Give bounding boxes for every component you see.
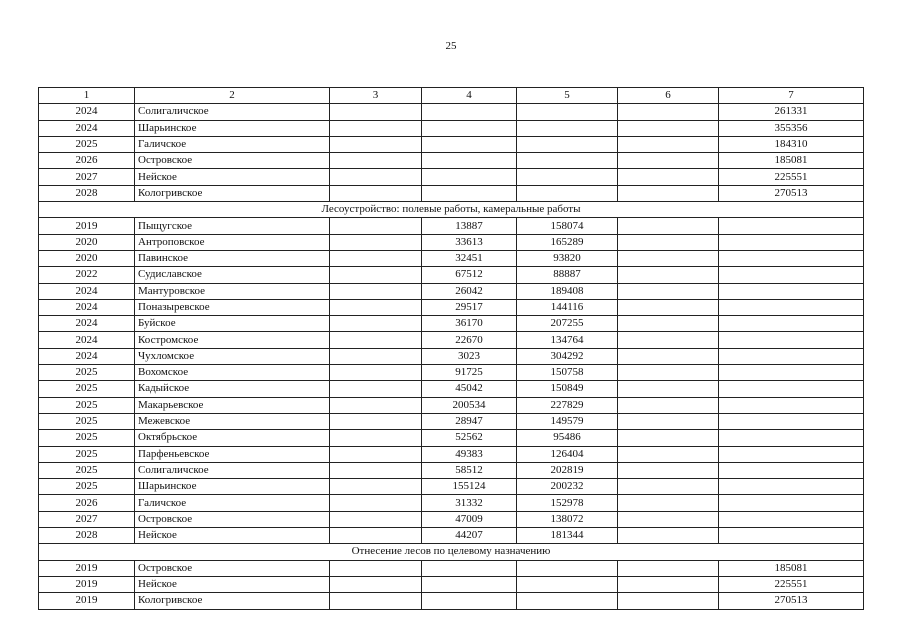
district-cell: Костромское	[135, 332, 330, 348]
col5-cell: 207255	[517, 316, 618, 332]
year-cell: 2024	[39, 316, 135, 332]
col4-cell: 67512	[422, 267, 517, 283]
table-row	[39, 576, 864, 592]
col4-cell: 26042	[422, 283, 517, 299]
col5-cell: 93820	[517, 250, 618, 266]
col5-cell	[517, 153, 618, 169]
col4-cell	[422, 560, 517, 576]
col4-cell: 3023	[422, 348, 517, 364]
col5-cell	[517, 169, 618, 185]
col4-cell	[422, 593, 517, 609]
col5-cell: 144116	[517, 299, 618, 315]
year-cell: 2024	[39, 120, 135, 136]
table-body	[39, 88, 864, 610]
col7-cell: 185081	[719, 560, 864, 576]
year-cell: 2025	[39, 479, 135, 495]
table-row	[39, 250, 864, 266]
col4-cell	[422, 576, 517, 592]
col4-cell: 52562	[422, 430, 517, 446]
col6-cell	[618, 511, 719, 527]
col3-cell	[330, 365, 422, 381]
col5-cell: 200232	[517, 479, 618, 495]
col3-cell	[330, 153, 422, 169]
column-header: 6	[618, 88, 719, 104]
col3-cell	[330, 283, 422, 299]
col4-cell: 200534	[422, 397, 517, 413]
district-cell: Нейское	[135, 576, 330, 592]
col3-cell	[330, 348, 422, 364]
district-cell: Судиславское	[135, 267, 330, 283]
district-cell: Нейское	[135, 528, 330, 544]
col7-cell: 355356	[719, 120, 864, 136]
year-cell: 2025	[39, 136, 135, 152]
col5-cell: 202819	[517, 462, 618, 478]
year-cell: 2025	[39, 397, 135, 413]
col6-cell	[618, 136, 719, 152]
section-heading-row	[39, 202, 864, 218]
district-cell: Шарьинское	[135, 120, 330, 136]
col4-cell: 29517	[422, 299, 517, 315]
col3-cell	[330, 430, 422, 446]
col4-cell	[422, 104, 517, 120]
col3-cell	[330, 479, 422, 495]
district-cell: Галичское	[135, 136, 330, 152]
table-row	[39, 299, 864, 315]
col3-cell	[330, 250, 422, 266]
col3-cell	[330, 511, 422, 527]
col5-cell: 165289	[517, 234, 618, 250]
col5-cell: 149579	[517, 413, 618, 429]
col3-cell	[330, 169, 422, 185]
year-cell: 2027	[39, 169, 135, 185]
col6-cell	[618, 560, 719, 576]
table-row	[39, 479, 864, 495]
table-row	[39, 136, 864, 152]
col6-cell	[618, 250, 719, 266]
table-row	[39, 413, 864, 429]
district-cell: Нейское	[135, 169, 330, 185]
district-cell: Межевское	[135, 413, 330, 429]
col3-cell	[330, 299, 422, 315]
district-cell: Парфеньевское	[135, 446, 330, 462]
col4-cell	[422, 185, 517, 201]
col6-cell	[618, 479, 719, 495]
col5-cell	[517, 576, 618, 592]
year-cell: 2028	[39, 528, 135, 544]
district-cell: Буйское	[135, 316, 330, 332]
column-header: 3	[330, 88, 422, 104]
col6-cell	[618, 462, 719, 478]
year-cell: 2028	[39, 185, 135, 201]
col5-cell	[517, 185, 618, 201]
col4-cell: 49383	[422, 446, 517, 462]
col3-cell	[330, 528, 422, 544]
district-cell: Пыщугское	[135, 218, 330, 234]
district-cell: Антроповское	[135, 234, 330, 250]
col3-cell	[330, 495, 422, 511]
table-row	[39, 446, 864, 462]
col3-cell	[330, 462, 422, 478]
col4-cell: 155124	[422, 479, 517, 495]
col3-cell	[330, 120, 422, 136]
col6-cell	[618, 430, 719, 446]
col6-cell	[618, 234, 719, 250]
table-row	[39, 511, 864, 527]
table-row	[39, 430, 864, 446]
col7-cell	[719, 528, 864, 544]
col6-cell	[618, 381, 719, 397]
col7-cell	[719, 430, 864, 446]
col7-cell: 225551	[719, 576, 864, 592]
col3-cell	[330, 446, 422, 462]
col6-cell	[618, 446, 719, 462]
year-cell: 2019	[39, 560, 135, 576]
col3-cell	[330, 218, 422, 234]
col5-cell: 126404	[517, 446, 618, 462]
col4-cell: 22670	[422, 332, 517, 348]
table-row	[39, 495, 864, 511]
year-cell: 2020	[39, 250, 135, 266]
col7-cell	[719, 446, 864, 462]
col5-cell: 158074	[517, 218, 618, 234]
col5-cell: 189408	[517, 283, 618, 299]
year-cell: 2025	[39, 381, 135, 397]
data-table	[38, 87, 864, 610]
col7-cell	[719, 413, 864, 429]
year-cell: 2025	[39, 413, 135, 429]
col7-cell	[719, 218, 864, 234]
table-row	[39, 120, 864, 136]
year-cell: 2019	[39, 218, 135, 234]
table-row	[39, 332, 864, 348]
year-cell: 2025	[39, 365, 135, 381]
col6-cell	[618, 593, 719, 609]
col3-cell	[330, 267, 422, 283]
year-cell: 2024	[39, 104, 135, 120]
col6-cell	[618, 153, 719, 169]
section-heading: Лесоустройство: полевые работы, камеральные работы	[39, 202, 864, 218]
col4-cell: 36170	[422, 316, 517, 332]
table-row	[39, 365, 864, 381]
table-row	[39, 316, 864, 332]
district-cell: Солигаличское	[135, 462, 330, 478]
district-cell: Солигаличское	[135, 104, 330, 120]
column-header: 5	[517, 88, 618, 104]
section-heading-row	[39, 544, 864, 560]
col7-cell: 184310	[719, 136, 864, 152]
col6-cell	[618, 365, 719, 381]
col5-cell: 150849	[517, 381, 618, 397]
col7-cell	[719, 234, 864, 250]
col6-cell	[618, 528, 719, 544]
column-header: 7	[719, 88, 864, 104]
table-row	[39, 348, 864, 364]
col3-cell	[330, 234, 422, 250]
district-cell: Островское	[135, 153, 330, 169]
col4-cell: 58512	[422, 462, 517, 478]
year-cell: 2019	[39, 576, 135, 592]
col7-cell	[719, 495, 864, 511]
year-cell: 2025	[39, 462, 135, 478]
table-row	[39, 283, 864, 299]
column-header: 1	[39, 88, 135, 104]
col7-cell	[719, 381, 864, 397]
col7-cell	[719, 267, 864, 283]
col6-cell	[618, 267, 719, 283]
col5-cell: 304292	[517, 348, 618, 364]
table-row	[39, 218, 864, 234]
col4-cell: 33613	[422, 234, 517, 250]
district-cell: Кологривское	[135, 593, 330, 609]
year-cell: 2020	[39, 234, 135, 250]
col6-cell	[618, 185, 719, 201]
col7-cell	[719, 283, 864, 299]
col3-cell	[330, 593, 422, 609]
col4-cell	[422, 169, 517, 185]
col5-cell: 95486	[517, 430, 618, 446]
section-heading: Отнесение лесов по целевому назначению	[39, 544, 864, 560]
col6-cell	[618, 120, 719, 136]
col3-cell	[330, 413, 422, 429]
year-cell: 2024	[39, 332, 135, 348]
col5-cell	[517, 593, 618, 609]
col7-cell	[719, 462, 864, 478]
col5-cell	[517, 120, 618, 136]
table-row	[39, 528, 864, 544]
col6-cell	[618, 397, 719, 413]
col4-cell: 47009	[422, 511, 517, 527]
col6-cell	[618, 104, 719, 120]
table-row	[39, 185, 864, 201]
year-cell: 2019	[39, 593, 135, 609]
col4-cell: 28947	[422, 413, 517, 429]
column-header: 2	[135, 88, 330, 104]
table-row	[39, 153, 864, 169]
col3-cell	[330, 397, 422, 413]
col6-cell	[618, 495, 719, 511]
col4-cell: 45042	[422, 381, 517, 397]
district-cell: Шарьинское	[135, 479, 330, 495]
col6-cell	[618, 348, 719, 364]
district-cell: Галичское	[135, 495, 330, 511]
col7-cell: 270513	[719, 185, 864, 201]
column-number-row	[39, 88, 864, 104]
col4-cell: 32451	[422, 250, 517, 266]
year-cell: 2026	[39, 153, 135, 169]
year-cell: 2025	[39, 430, 135, 446]
col3-cell	[330, 332, 422, 348]
year-cell: 2022	[39, 267, 135, 283]
col7-cell	[719, 348, 864, 364]
col3-cell	[330, 316, 422, 332]
col5-cell: 152978	[517, 495, 618, 511]
table-row	[39, 104, 864, 120]
col4-cell: 31332	[422, 495, 517, 511]
table-row	[39, 381, 864, 397]
table-row	[39, 397, 864, 413]
col4-cell: 13887	[422, 218, 517, 234]
col3-cell	[330, 185, 422, 201]
col3-cell	[330, 136, 422, 152]
col6-cell	[618, 283, 719, 299]
table-row	[39, 560, 864, 576]
col7-cell	[719, 250, 864, 266]
year-cell: 2024	[39, 348, 135, 364]
table-row	[39, 169, 864, 185]
table-row	[39, 234, 864, 250]
col3-cell	[330, 104, 422, 120]
col7-cell	[719, 479, 864, 495]
page-number: 25	[445, 40, 457, 52]
district-cell: Островское	[135, 511, 330, 527]
district-cell: Поназыревское	[135, 299, 330, 315]
col4-cell	[422, 120, 517, 136]
col3-cell	[330, 576, 422, 592]
district-cell: Октябрьское	[135, 430, 330, 446]
table-row	[39, 267, 864, 283]
district-cell: Вохомское	[135, 365, 330, 381]
col5-cell: 227829	[517, 397, 618, 413]
col7-cell: 225551	[719, 169, 864, 185]
year-cell: 2024	[39, 283, 135, 299]
col5-cell: 181344	[517, 528, 618, 544]
year-cell: 2025	[39, 446, 135, 462]
col7-cell: 261331	[719, 104, 864, 120]
col7-cell	[719, 316, 864, 332]
col5-cell: 134764	[517, 332, 618, 348]
col5-cell: 138072	[517, 511, 618, 527]
district-cell: Кадыйское	[135, 381, 330, 397]
year-cell: 2024	[39, 299, 135, 315]
year-cell: 2026	[39, 495, 135, 511]
year-cell: 2027	[39, 511, 135, 527]
col3-cell	[330, 381, 422, 397]
district-cell: Чухломское	[135, 348, 330, 364]
table-row	[39, 462, 864, 478]
col6-cell	[618, 169, 719, 185]
col4-cell	[422, 153, 517, 169]
col7-cell	[719, 397, 864, 413]
district-cell: Кологривское	[135, 185, 330, 201]
col6-cell	[618, 332, 719, 348]
col4-cell: 44207	[422, 528, 517, 544]
col7-cell	[719, 332, 864, 348]
district-cell: Мантуровское	[135, 283, 330, 299]
col5-cell	[517, 104, 618, 120]
district-cell: Островское	[135, 560, 330, 576]
col5-cell	[517, 560, 618, 576]
col3-cell	[330, 560, 422, 576]
district-cell: Павинское	[135, 250, 330, 266]
district-cell: Макарьевское	[135, 397, 330, 413]
column-header: 4	[422, 88, 517, 104]
table-row	[39, 593, 864, 609]
col6-cell	[618, 316, 719, 332]
col6-cell	[618, 218, 719, 234]
col6-cell	[618, 576, 719, 592]
col7-cell	[719, 511, 864, 527]
col7-cell: 270513	[719, 593, 864, 609]
col7-cell	[719, 299, 864, 315]
col4-cell: 91725	[422, 365, 517, 381]
col7-cell	[719, 365, 864, 381]
col5-cell: 88887	[517, 267, 618, 283]
col7-cell: 185081	[719, 153, 864, 169]
col5-cell	[517, 136, 618, 152]
col4-cell	[422, 136, 517, 152]
col6-cell	[618, 413, 719, 429]
col6-cell	[618, 299, 719, 315]
col5-cell: 150758	[517, 365, 618, 381]
